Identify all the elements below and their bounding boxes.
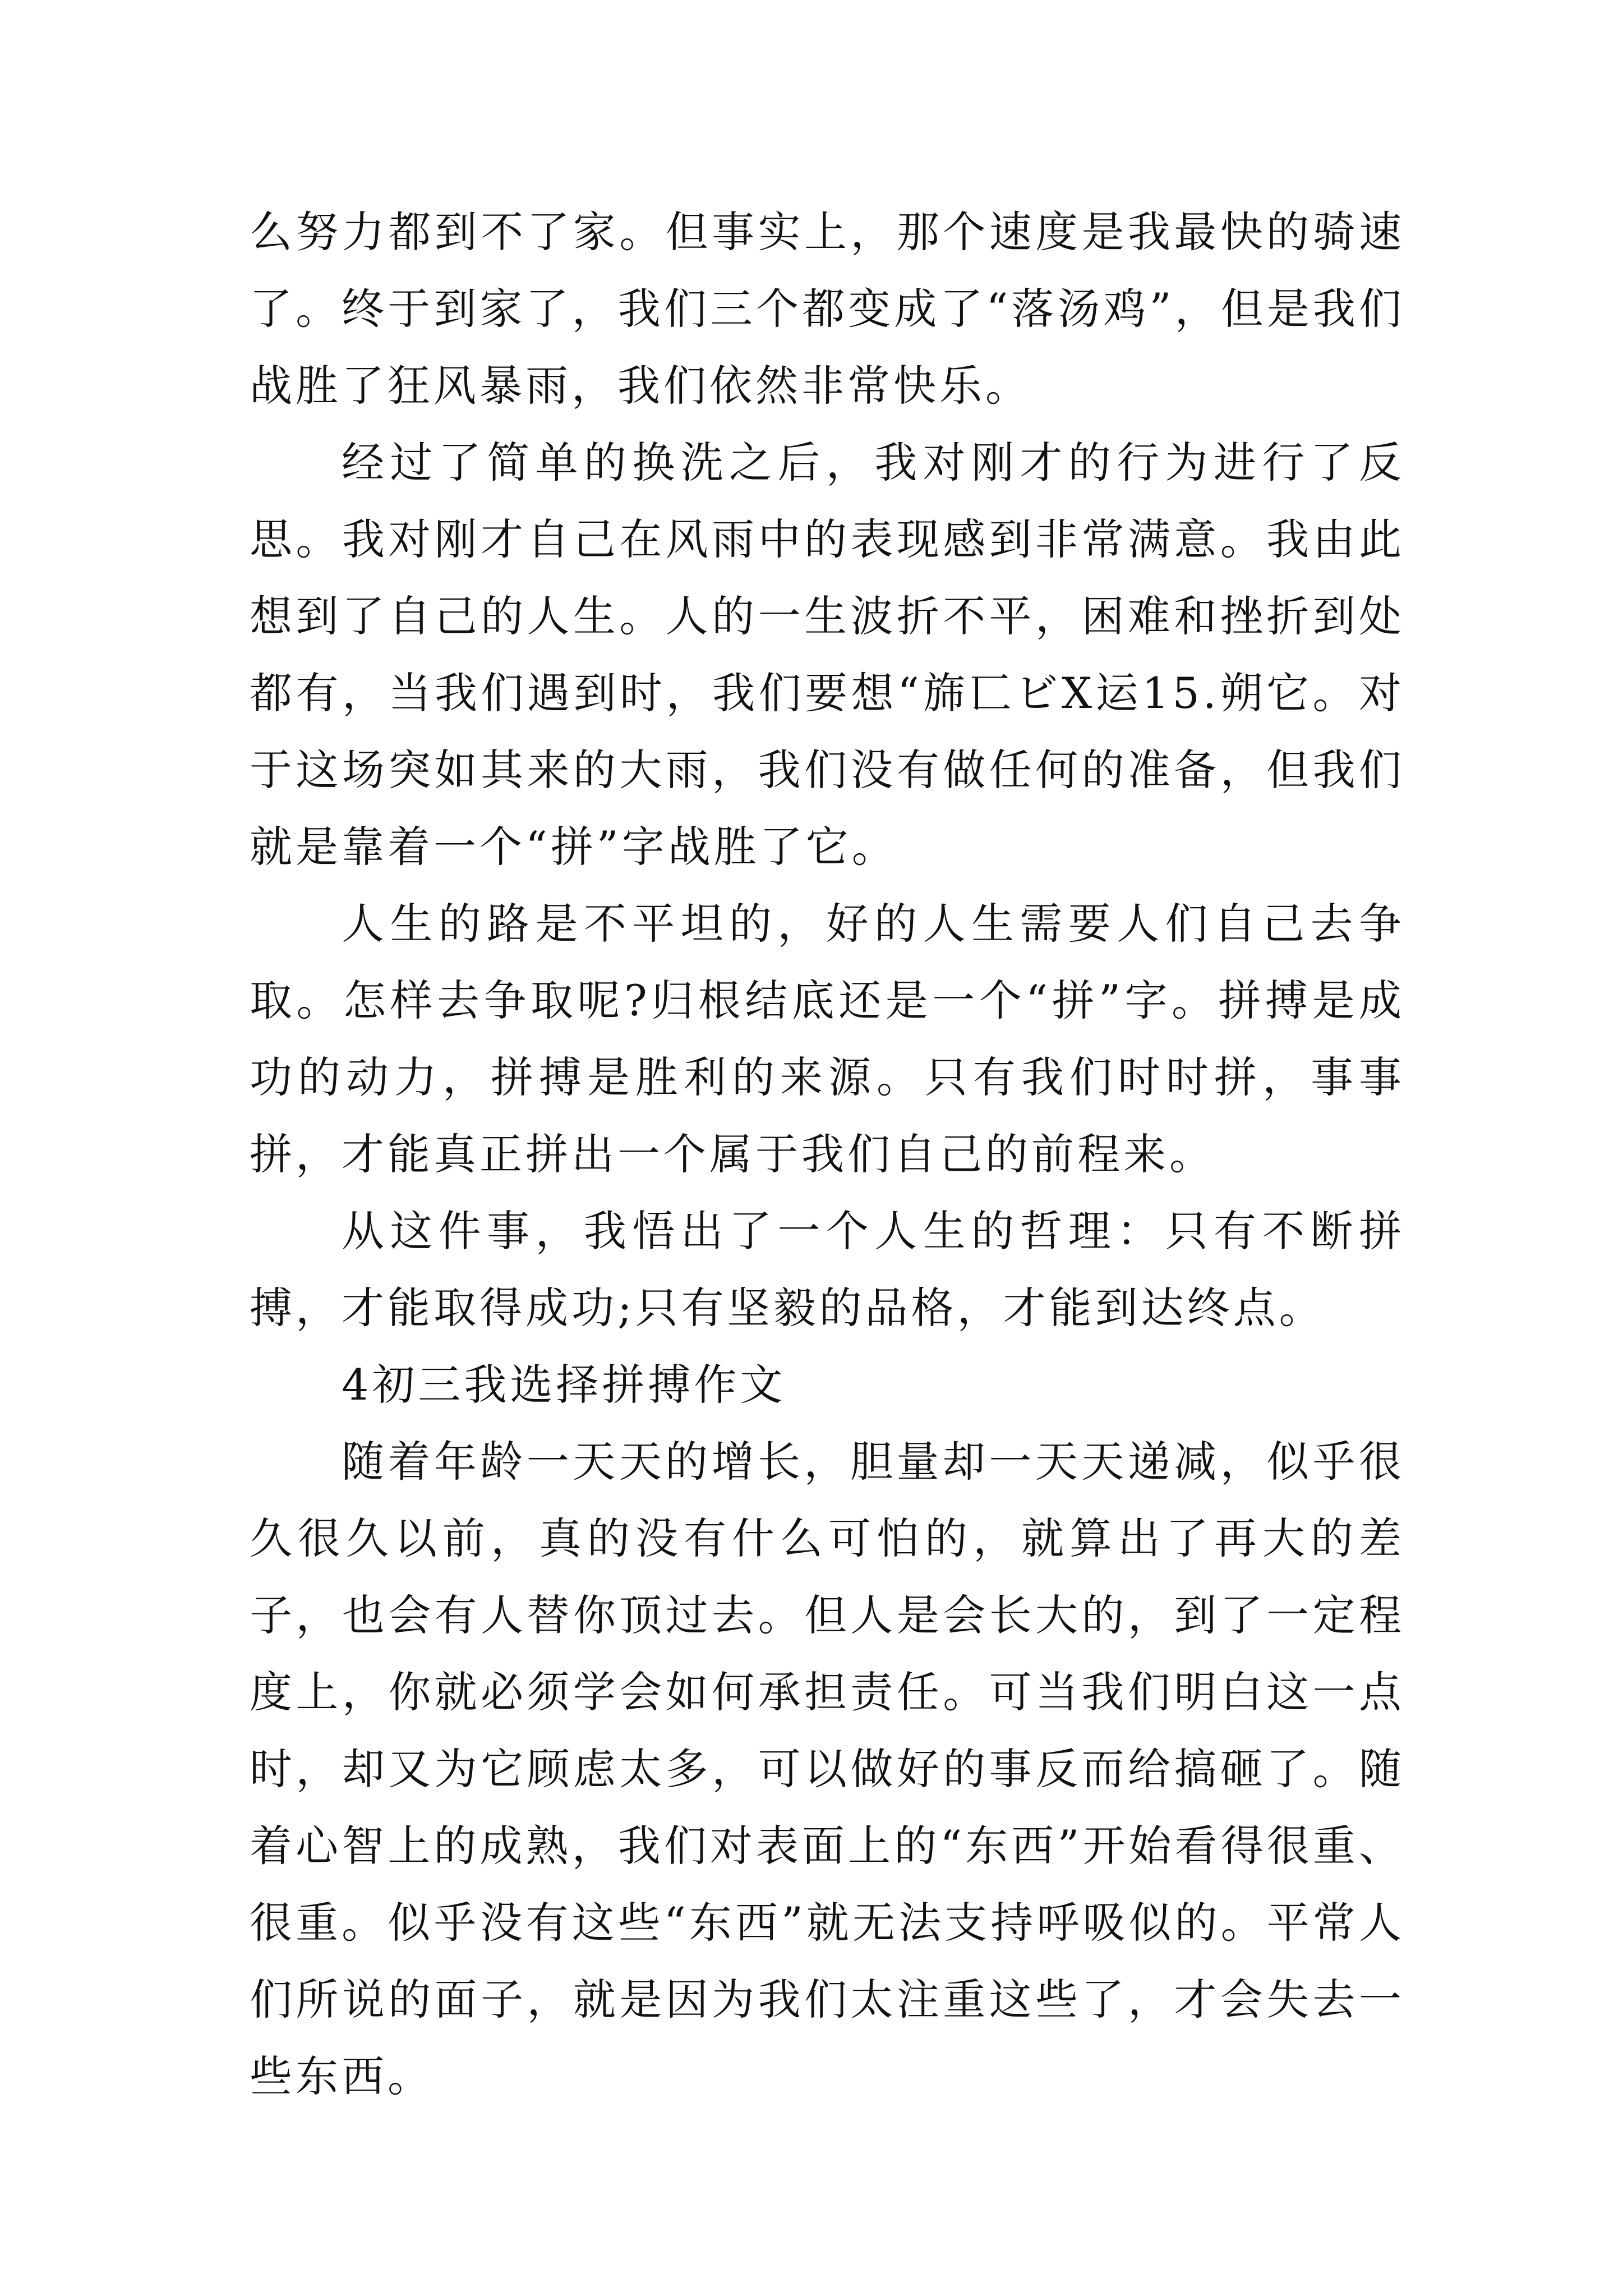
paragraph-5: 随着年龄一天天的增长，胆量却一天天递减，似乎很久很久以前，真的没有什么可怕的，就算出了再大的差子，也会有人替你顶过去。但人是会长大的，到了一定程度上，你就必须学会如何承担责任。可当我们明白这一点时，却又为它顾虑太多，可以做好的事反而给搞砸了。随着心智上的成熟，我们对表面上的“东西”开始看得很重、很重。似乎没有这些“东西”就无法支持呼吸似的。平常人们所说的面子，就是因为我们太注重这些了，才会失去一些东西。 <box>250 1437 1405 2101</box>
body-text <box>250 194 1405 2115</box>
section-heading: 4初三我选择拼搏作文 <box>342 1360 786 1410</box>
paragraph-2: 经过了简单的换洗之后，我对刚才的行为进行了反思。我对刚才自己在风雨中的表现感到非常满意。我由此想到了自己的人生。人的一生波折不平，困难和挫折到处都有，当我们遇到时，我们要想“旆匸ビX运15.朔它。对于这场突如其来的大雨，我们没有做任何的准备，但我们就是靠着一个“拼”字战胜了它。 <box>250 438 1405 872</box>
paragraph-4: 从这件事，我悟出了一个人生的哲理：只有不断拼搏，才能取得成功;只有坚毅的品格，才能到达终点。 <box>250 1206 1405 1333</box>
paragraph-3: 人生的路是不平坦的，好的人生需要人们自己去争取。怎样去争取呢?归根结底还是一个“拼”字。拼搏是成功的动力，拼搏是胜利的来源。只有我们时时拼，事事拼，才能真正拼出一个属于我们自己的前程来。 <box>250 899 1405 1179</box>
paragraph-1: 么努力都到不了家。但事实上，那个速度是我最快的骑速了。终于到家了，我们三个都变成了“落汤鸡”，但是我们战胜了狂风暴雨，我们依然非常快乐。 <box>250 207 1405 411</box>
